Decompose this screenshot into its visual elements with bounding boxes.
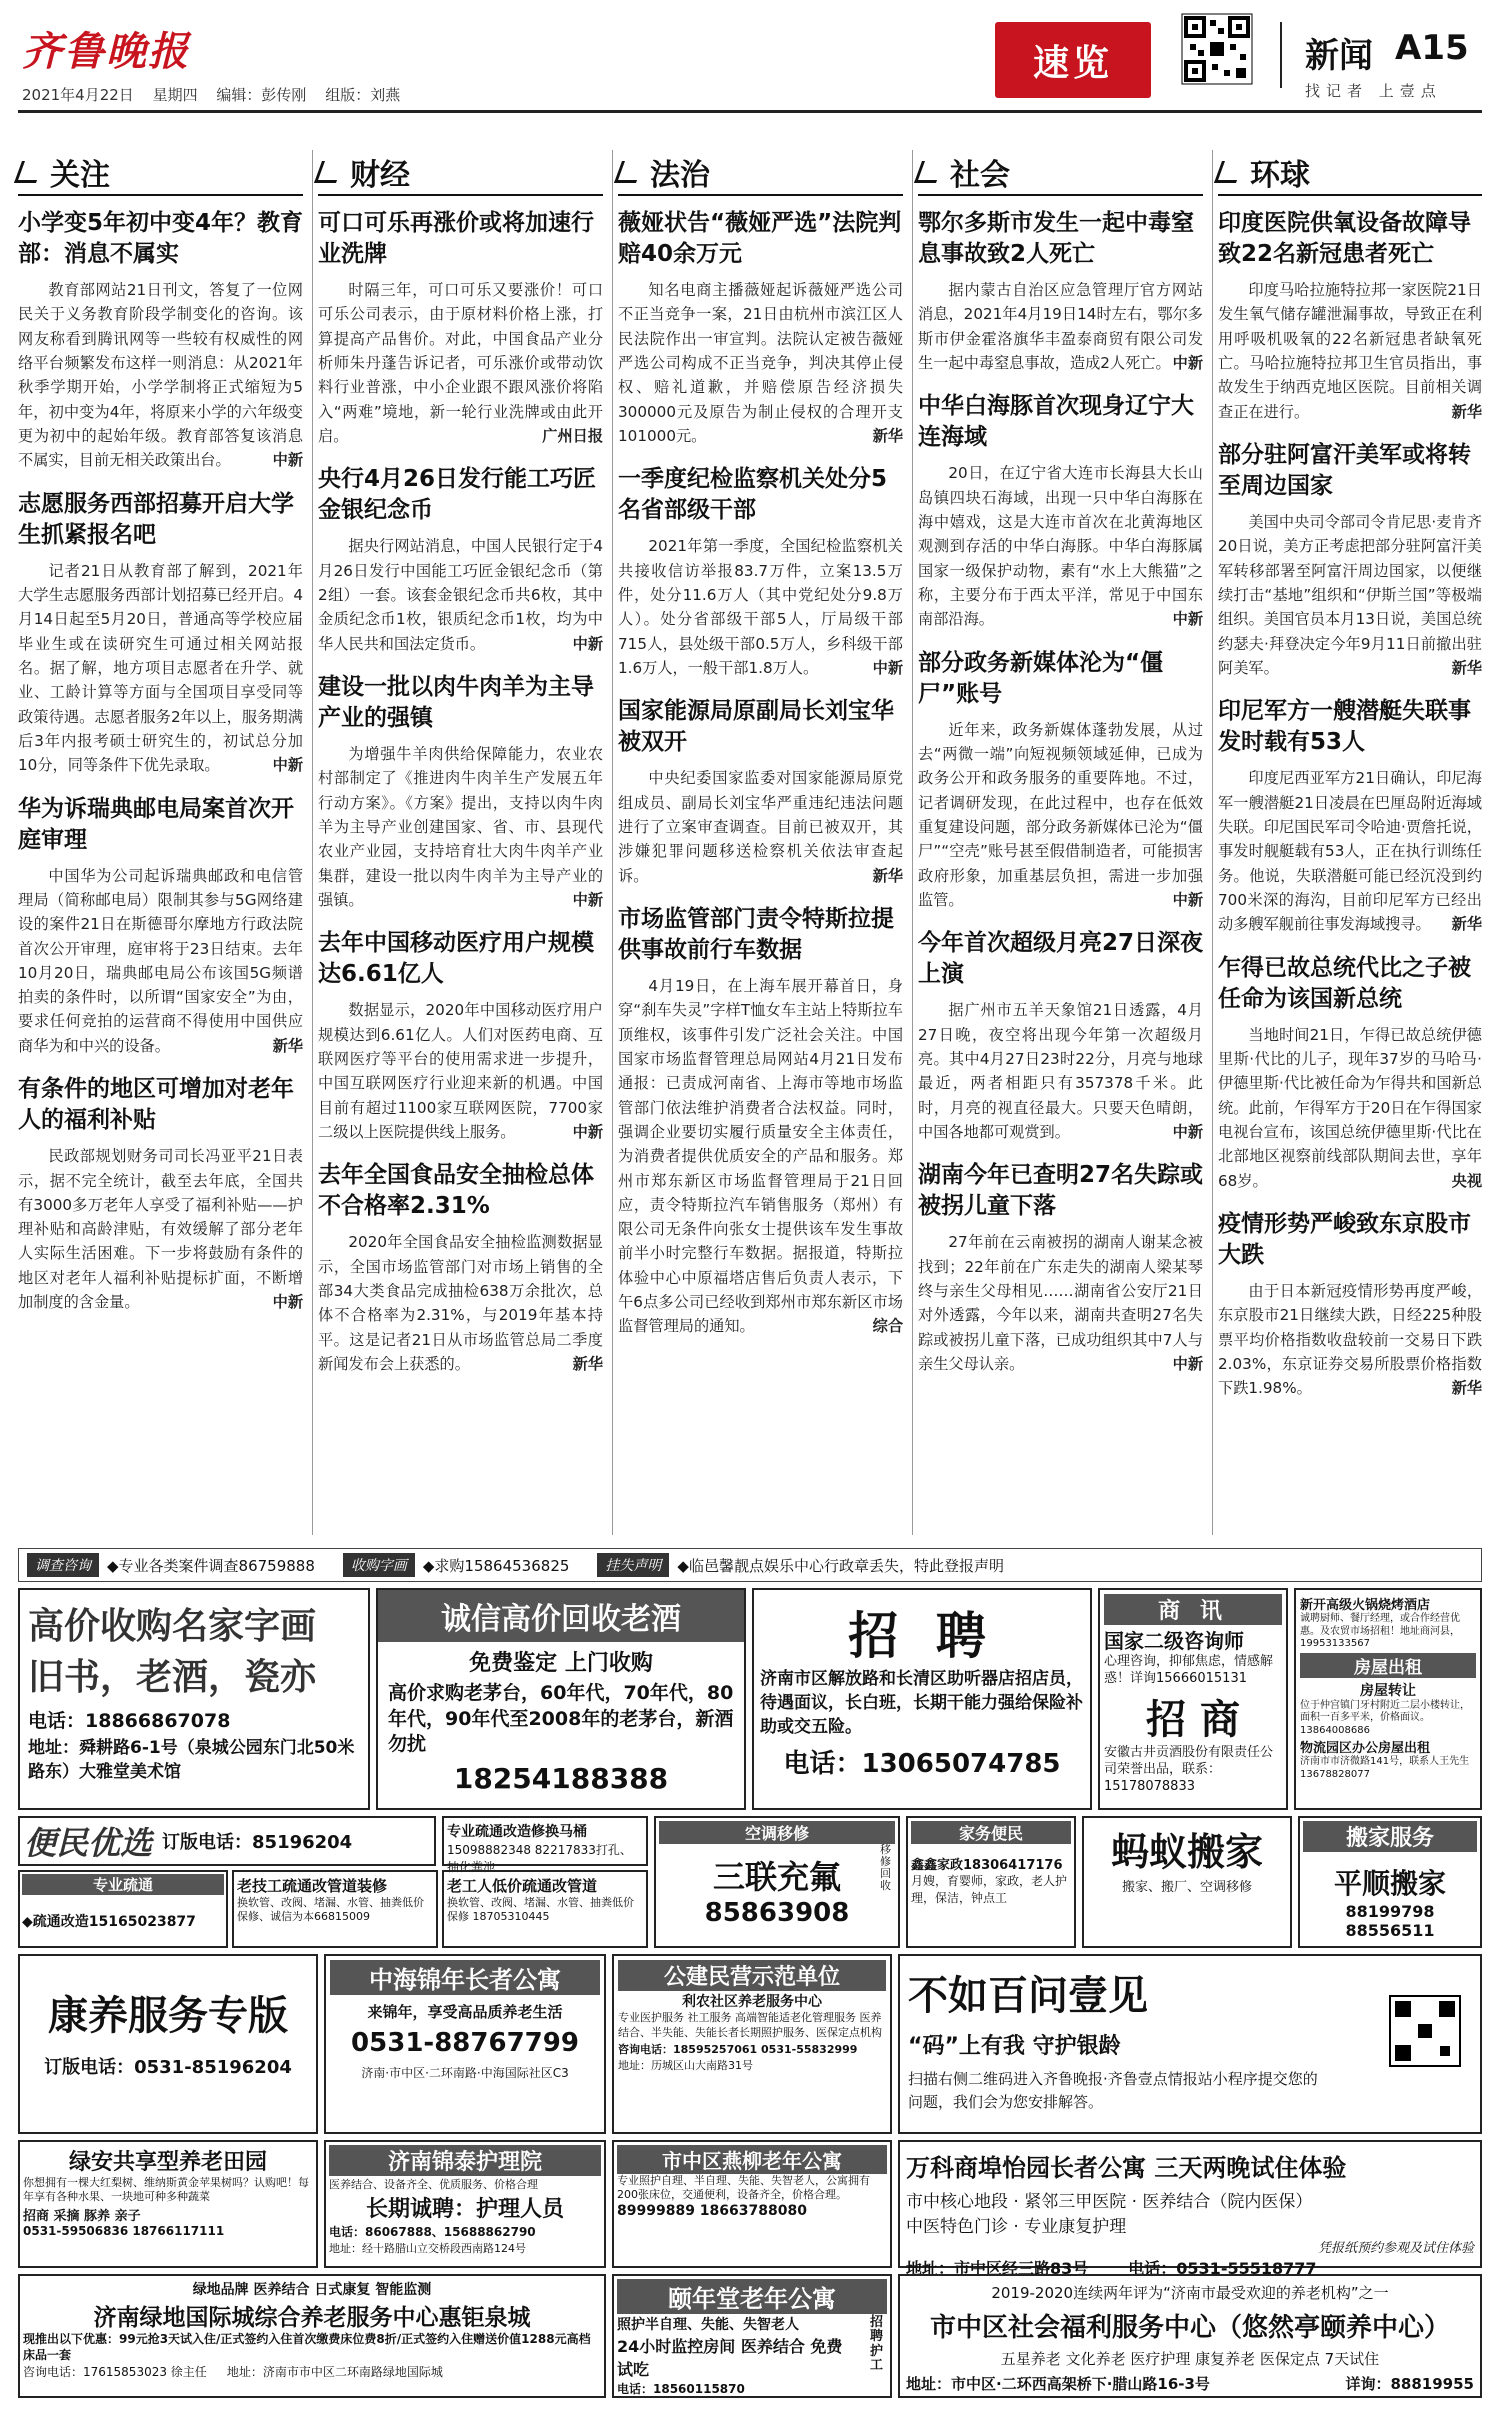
article[interactable]: 央行4月26日发行能工巧匠金银纪念币 据央行网站消息，中国人民银行定于4月26日发行中国能工巧匠金银纪念币（第2组）一套。该套金银纪念币共6枚，其中金质纪念币1枚，银质纪念币1枚，均为中华人民共和国法定货币。 中新 [318,466,603,653]
info-station-qr-icon[interactable] [1390,1996,1460,2066]
column-mark-icon [314,161,344,183]
column-header: 法治 [618,150,903,196]
article[interactable]: 部分驻阿富汗美军或将转至周边国家 美国中央司令部司令肯尼思·麦肯齐20日说，美方正考虑把部分驻阿富汗美军转移部署至阿富汗周边国家，以便继续打击“基地”组织和“伊斯兰国”等极端组织。美国官员本月13日说，美国总统约瑟夫·拜登决定今年9月11日前撤出驻阿美军。 新华 [1218,441,1482,677]
ad-greenland-center[interactable]: 绿地品牌 医养结合 日式康复 智能监测 济南绿地国际城综合养老服务中心惠钜泉城 现推出以下优惠：99元抢3天试入住/正式签约入住首次缴费床位费8折/正式签约入住赠送价值1288元高档床品一套 咨询电话：17615853023 徐主任 地址：济南市市中区二环南路绿地国际城 [18,2274,606,2398]
article[interactable]: 今年首次超级月亮27日深夜上演 据广州市五羊天象馆21日透露，4月27日晚，夜空将出现今年第一次超级月亮。其中4月27日23时22分，月亮与地球最近，两者相距只有357378千米。此时，月亮的视直径最大。只要天色晴朗，中国各地都可观赏到。 中新 [918,930,1204,1141]
ad-toilet-repair[interactable]: 专业疏通改造修换马桶 15098882348 82217833打孔、抽化粪池 [442,1816,648,1866]
ad-shizhong-welfare[interactable]: 2019-2020连续两年评为“济南市最受欢迎的养老机构”之一 市中区社会福利服务中心（悠然亭颐养中心） 五星养老 文化养老 医疗护理 康复养老 医保定点 7天试住 地址：市中区·二环西高架桥下·腊山路16-3号 详询：88819955 [898,2274,1482,2398]
article[interactable]: 可口可乐再涨价或将加速行业洗牌 时隔三年，可口可乐又要涨价！可口可乐公司表示，由于原材料价格上涨，打算提高产品售价。对此，中国食品产业分析师朱丹蓬告诉记者，可乐涨价或带动饮料行业普涨，中小企业跟不跟风涨价将陷入“两难”境地，新一轮行业洗牌或由此开启。 广州日报 [318,210,603,445]
masthead [0,0,1500,150]
ad-business-news[interactable]: 商 讯 国家二级咨询师 心理咨询，抑郁焦虑，情感解惑！详询15666015131 招 商 安徽古井贡酒股份有限责任公司荣誉出品，联系：15178078833 [1098,1588,1288,1810]
column-mark-icon [614,161,644,183]
ad-house-rent[interactable]: 新开高级火锅烧烤酒店 诚聘厨师、餐厅经理，或合作经营优惠。及农贸市场招租！地址商河县，19953133567 房屋出租 房屋转让 位于仲宫镇门牙村附近二层小楼转让，面积一百多平米，价格面议。13864008686 物流园区办公房屋出租 济南市市济微路141号，联系人王先生13678828077 [1294,1588,1482,1810]
article[interactable]: 乍得已故总统代比之子被任命为该国新总统 当地时间21日，乍得已故总统伊德里斯·代比的儿子，现年37岁的马哈马·伊德里斯·代比被任命为乍得共和国新总统。此前，乍得军方于20日在乍得国家电视台宣布，该国总统伊德里斯·代比在北部地区视察前线部队期间去世，享年68岁。 央视 [1218,954,1482,1190]
column-rule [912,150,913,1535]
section-name: 新闻 [1305,36,1373,76]
reporter-slogan: 找记者 上壹点 [1305,82,1442,100]
article[interactable]: 部分政务新媒体沦为“僵尸”账号 近年来，政务新媒体蓬勃发展，从过去“两微一端”向短视频领域延伸，已成为政务公开和政务服务的重要阵地。不过，记者调研发现，在此过程中，也存在低效重复建设问题，部分政务新媒体已沦为“僵尸”“空壳”账号甚至假借制造者，可能损害政府形象，加重基层负担，需进一步加强监管。 中新 [918,649,1203,909]
article[interactable]: 志愿服务西部招募开启大学生抓紧报名吧 记者21日从教育部了解到，2021年大学生志愿服务西部计划招募已经开启。4月14日起至5月20日，普通高等学校应届毕业生或在读研究生可通过相关网站报名。据了解，地方项目志愿者在升学、就业、工龄计算等方面与全国项目享受同等政策待遇。志愿者服务2年以上，服务期满后3年内报考硕士研究生的，初试总分加10分，同等条件下优先录取。 中新 [18,490,303,775]
ad-ant-moving[interactable]: 蚂蚁搬家 搬家、搬厂、空调移修 [1082,1816,1292,1948]
column-fazhi [618,150,903,1355]
issue-weekday: 星期四 [152,86,198,104]
flash-badge: 速览 [995,22,1151,98]
column-shehui [918,150,1203,1392]
qr-code-icon[interactable] [1182,14,1252,84]
ad-elderly-care-header[interactable]: 康养服务专版 订版电话：0531-85196204 [18,1954,318,2134]
ad-plumbing-3[interactable]: 老工人低价疏通改管道 换软管、改阀、堵漏、水管、抽粪低价保修 18705310445 [442,1870,648,1948]
article[interactable]: 薇娅状告“薇娅严选”法院判赔40余万元 知名电商主播薇娅起诉薇娅严选公司不正当竞争一案，21日由杭州市滨江区人民法院作出一审宣判。法院认定被告薇娅严选公司构成不正当竞争，判决其停止侵权、赔礼道歉，并赔偿原告经济损失300000元及原告为制止侵权的合理开支101000元。 新华 [618,210,903,445]
page-number: A15 [1395,28,1469,68]
header-rule [18,110,1482,113]
layout-editor: 组版：刘燕 [325,86,401,104]
ad-plumbing-2[interactable]: 老技工疏通改管道装修 换软管、改阀、堵漏、水管、抽粪低价保修、诚信为本66815009 [232,1870,438,1948]
article[interactable]: 湖南今年已查明27名失踪或被拐儿童下落 27年前在云南被拐的湖南人谢某念被找到；22年前在广东走失的湖南人梁某琴终与亲生父母相见……湖南省公安厅21日对外透露，今年以来，湖南共查明27名失踪或被拐儿童下落，已成功组织其中7人与亲生父母认亲。 中新 [918,1162,1204,1373]
article[interactable]: 华为诉瑞典邮电局案首次开庭审理 中国华为公司起诉瑞典邮政和电信管理局（简称邮电局）限制其参与5G网络建设的案件21日在斯德哥尔摩地方行政法院首次公开审理，庭审将于23日结束。去年10月20日，瑞典邮电局公布该国5G频谱拍卖的条件时，以所谓“国家安全”为由，要求任何竞拍的运营商不得使用中国供应商华为和中兴的设备。 新华 [18,795,303,1055]
column-mark-icon [14,161,44,183]
ad-pingshun-moving[interactable]: 搬家服务 平顺搬家 88199798 88556511 [1298,1816,1482,1948]
ad-yanliu-apartment[interactable]: 市中区燕柳老年公寓 专业照护自理、半自理、失能、失智老人，公寓拥有200张床位，交通便利，设备齐全，价格合理。 89999889 18663788080 [612,2140,892,2268]
article[interactable]: 一季度纪检监察机关处分5名省部级干部 2021年第一季度，全国纪检监察机关共接收信访举报83.7万件，立案13.5万件，处分11.6万人（其中党纪处分9.8万人）。处分省部级干部5人，厅局级干部715人，县处级干部0.5万人，乡科级干部1.6万人，一般干部1.8万人。 中新 [618,466,903,677]
article[interactable]: 印度医院供氧设备故障导致22名新冠患者死亡 印度马哈拉施特拉邦一家医院21日发生氧气储存罐泄漏事故，导致正在利用呼吸机吸氧的22名新冠患者缺氧死亡。马哈拉施特拉邦卫生官员指出，事故发生于纳西克地区医院。目前相关调查正在进行。 新华 [1218,210,1482,421]
article[interactable]: 印尼军方一艘潜艇失联事发时载有53人 印度尼西亚军方21日确认，印尼海军一艘潜艇21日凌晨在巴厘岛附近海域失联。印尼国民军司令哈迪·贾詹托说，事发时舰艇载有53人，正在执行训练任务。他说，失联潜艇可能已经沉没到约700米深的海沟，目前印尼军方已经出动多艘军舰前往事发海域搜寻。 新华 [1218,698,1482,934]
ad-yinian-apartment[interactable]: 颐年堂老年公寓 照护半自理、失能、失智老人 24小时监控房间 医养结合 免费试吃 电话：18560115870 招聘护工 [612,2274,892,2398]
article[interactable]: 中华白海豚首次现身辽宁大连海域 20日，在辽宁省大连市长海县大长山岛镇四块石海域，出现一只中华白海豚在海中嬉戏，这是大连市首次在北黄海地区观测到存活的中华白海豚。中华白海豚属国家一级保护动物，素有“水上大熊猫”之称，主要分布于西太平洋，常见于中国东南部沿海。 中新 [918,393,1203,629]
ad-jintai-nursing[interactable]: 济南锦泰护理院 医养结合、设备齐全、优质服务、价格合理 长期诚聘：护理人员 电话：86067888、15688862790 地址：经十路腊山立交桥段西南路124号 [324,2140,606,2268]
column-rule [312,150,313,1535]
article[interactable]: 有条件的地区可增加对老年人的福利补贴 民政部规划财务司司长冯亚平21日表示，据不完全统计，截至去年底，全国共有3000多万老年人享受了福利补贴——护理补贴和高龄津贴，有效缓解了部分老年人实际生活困难。下一步将鼓励有条件的地区对老年人福利补贴提标扩面，不断增加制度的含金量。 中新 [18,1076,303,1312]
column-header: 财经 [318,150,603,196]
ad-aircon[interactable]: 空调移修 三联充氟 85863908 移修回收 [654,1816,900,1948]
column-huanqiu [1218,150,1482,1416]
ad-luan-orchard[interactable]: 绿安共享型养老田园 你想拥有一棵大红梨树、维纳斯黄金苹果树吗？认购吧！每年享有各种水果、一块地可种多种蔬菜 招商 采摘 豚养 亲子 0531-59506836 18766117111 [18,2140,318,2268]
ad-calligraphy[interactable]: 高价收购名家字画 旧书，老酒，瓷亦 电话：18866867078 地址：舜耕路6-1号（泉城公园东门北50米路东）大雅堂美术馆 [18,1588,370,1810]
column-guanzhu [18,150,303,1330]
dateline [22,84,414,105]
article[interactable]: 小学变5年初中变4年？教育部：消息不属实 教育部网站21日刊文，答复了一位网民关于义务教育阶段学制变化的咨询。该网友称看到腾讯网等一些较有权威性的网络平台频繁发布这样一则消息：从2021年秋季学期开始，小学学制将正式缩短为5年，初中变为4年，将原来小学的六年级变更为初中的起始年级。教育部答复该消息不属实，目前无相关政策出台。 中新 [18,210,304,470]
article[interactable]: 疫情形势严峻致东京股市大跌 由于日本新冠疫情形势再度严峻，东京股市21日继续大跌，日经225种股票平均价格指数收盘较前一交易日下跌2.03%，东京证券交易所股票价格指数下跌1.98%。 新华 [1218,1210,1482,1398]
ad-recruit[interactable]: 招 聘 济南市区解放路和长清区助听器店招店员，待遇面议，长白班，长期干能力强给保险补助或交五险。 电话：13065074785 [752,1588,1092,1810]
ad-strip: 调查咨询 ◆专业各类案件调查86759888 收购字画 ◆求购15864536825 挂失声明 ◆临邑馨靓点娱乐中心行政章丢失，特此登报声明 [18,1548,1482,1582]
ad-ask-qilu[interactable]: 不如百问壹见 “码”上有我 守护银龄 扫描右侧二维码进入齐鲁晚报·齐鲁壹点情报站小程序提交您的问题，我们会为您安排解答。 [898,1954,1482,2134]
article[interactable]: 市场监管部门责令特斯拉提供事故前行车数据 4月19日，在上海车展开幕首日，身穿“刹车失灵”字样T恤女车主站上特斯拉车顶维权，该事件引发广泛社会关注。中国国家市场监督管理总局网站4月21日发布通报：已责成河南省、上海市等地市场监管部门依法维护消费者合法权益。同时，强调企业要切实履行质量安全主体责任，为消费者提供优质安全的产品和服务。郑州市郑东新区市场监督管理局于21日回应，责令特斯拉汽车销售服务（郑州）有限公司无条件向张女士提供该车发生事故前半小时完整行车数据。据报道，特斯拉体验中心中原福塔店售后负责人表示，下午6点多公司已经收到郑州市郑东新区市场监督管理局的通知。 综合 [618,905,903,1336]
newspaper-logo: 齐鲁晚报 [22,28,190,75]
ad-zhonghai-apartment[interactable]: 中海锦年长者公寓 来锦年，享受高品质养老生活 0531-88767799 济南·市中区·二环南路·中海国际社区C3 [324,1954,606,2134]
article[interactable]: 去年中国移动医疗用户规模达6.61亿人 数据显示，2020年中国移动医疗用户规模达到6.61亿人。人们对医药电商、互联网医疗等平台的使用需求进一步提升，中国互联网医疗行业迎来新的机遇。中国目前有超过1100家互联网医院，7700家二级以上医院提供线上服务。 中新 [318,930,603,1141]
article[interactable]: 建设一批以肉牛肉羊为主导产业的强镇 为增强牛羊肉供给保障能力，农业农村部制定了《推进肉牛肉羊生产发展五年行动方案》。《方案》提出，支持以肉牛肉羊为主导产业创建国家、省、市、县现代农业产业园，支持培育壮大肉牛肉羊产业集群，建设一批以肉牛肉羊为主导产业的强镇。 中新 [318,673,603,909]
column-header: 环球 [1218,150,1482,196]
ad-bianmin-header[interactable]: 便民优选 订版电话：85196204 [18,1816,436,1866]
column-rule [1212,150,1213,1535]
header-separator [1280,22,1282,88]
article[interactable]: 国家能源局原副局长刘宝华被双开 中央纪委国家监委对国家能源局原党组成员、副局长刘宝华严重违纪违法问题进行了立案审查调查。目前已被双开，其涉嫌犯罪问题移送检察机关依法审查起诉。 新华 [618,698,903,885]
column-mark-icon [914,161,944,183]
ad-vanke-apartment[interactable]: 万科商埠怡园长者公寓 三天两晚试住体验 市中核心地段 · 紧邻三甲医院 · 医养结合（院内医保） 中医特色门诊 · 专业康复护理 凭报纸预约参观及试住体验 地址：市中区经三路83号 电话：0531-55518777 [898,2140,1482,2268]
ad-housekeeping[interactable]: 家务便民 鑫鑫家政18306417176 月嫂，育婴师，家政，老人护理，保洁，钟点工 [906,1816,1076,1948]
article[interactable]: 去年全国食品安全抽检总体不合格率2.31% 2020年全国食品安全抽检监测数据显示，全国市场监管部门对市场上销售的全部34大类食品完成抽检638万余批次，总体不合格率为2.31%，与2019年基本持平。这是记者21日从市场监管总局二季度新闻发布会上获悉的。 新华 [318,1162,603,1373]
column-mark-icon [1214,161,1244,183]
ad-old-liquor[interactable]: 诚信高价回收老酒 免费鉴定 上门收购 高价求购老茅台，60年代，70年代，80年代，90年代至2008年的老茅台，新酒勿扰 18254188388 [376,1588,746,1810]
issue-date: 2021年4月22日 [22,86,134,104]
column-header: 社会 [918,150,1203,196]
classified-ads [18,1548,1482,2398]
article[interactable]: 鄂尔多斯市发生一起中毒窒息事故致2人死亡 据内蒙古自治区应急管理厅官方网站消息，2021年4月19日14时左右，鄂尔多斯市伊金霍洛旗华丰盈泰商贸有限公司发生一起中毒窒息事故，造成2人死亡。 中新 [918,210,1203,373]
column-rule [612,150,613,1535]
column-header: 关注 [18,150,303,196]
column-caijing [318,150,603,1392]
ad-linong-community[interactable]: 公建民营示范单位 利农社区养老服务中心 专业医护服务 社工服务 高端智能适老化管理服务 医养结合、半失能、失能长者长期照护服务、医保定点机构 咨询电话：18595257061 0531-55832999 地址：历城区山大南路31号 [612,1954,892,2134]
ad-plumbing-1[interactable]: 专业疏通 ◆疏通改造15165023877 [18,1870,228,1948]
editor: 编辑：彭传刚 [216,86,307,104]
